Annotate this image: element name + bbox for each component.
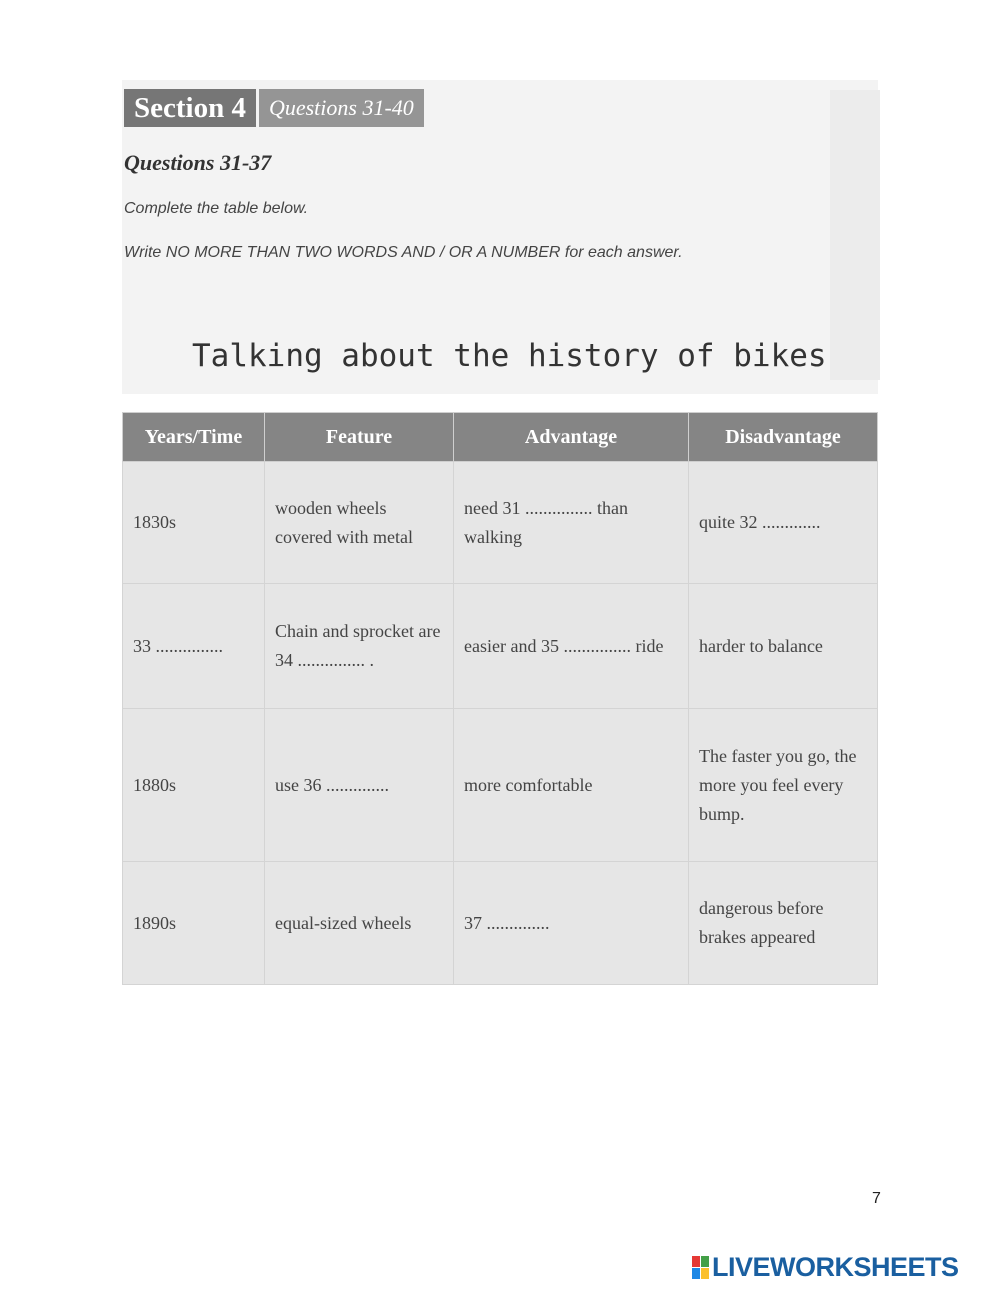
cell-disadvantage: quite 32 ............. bbox=[689, 462, 878, 584]
cell-feature: use 36 .............. bbox=[265, 709, 454, 862]
instruction-complete-table: Complete the table below. bbox=[124, 200, 309, 217]
section-label: Section 4 bbox=[124, 89, 256, 127]
cell-years: 1890s bbox=[123, 862, 265, 985]
liveworksheets-logo-icon bbox=[692, 1256, 709, 1279]
cell-feature: equal-sized wheels bbox=[265, 862, 454, 985]
table-header-row bbox=[123, 413, 878, 462]
cell-advantage: easier and 35 ............... ride bbox=[454, 584, 689, 709]
cell-disadvantage: The faster you go, the more you feel every bump. bbox=[689, 709, 878, 862]
cell-years: 33 ............... bbox=[123, 584, 265, 709]
topic-title: Talking about the history of bikes bbox=[192, 338, 827, 374]
cell-advantage: 37 .............. bbox=[454, 862, 689, 985]
page-number: 7 bbox=[872, 1190, 881, 1207]
table-row bbox=[123, 862, 878, 985]
logo-square-blue bbox=[692, 1268, 700, 1279]
section-questions-range: Questions 31-40 bbox=[259, 89, 424, 127]
column-header-feature: Feature bbox=[265, 413, 454, 462]
cell-advantage: more comfortable bbox=[454, 709, 689, 862]
questions-heading: Questions 31-37 bbox=[124, 150, 272, 175]
section-header bbox=[124, 89, 424, 127]
table-row bbox=[123, 584, 878, 709]
logo-square-yellow bbox=[701, 1268, 709, 1279]
bleed-through-shadow bbox=[830, 90, 880, 380]
cell-disadvantage: dangerous before brakes appeared bbox=[689, 862, 878, 985]
cell-years: 1880s bbox=[123, 709, 265, 862]
instruction-word-limit: Write NO MORE THAN TWO WORDS AND / OR A NUMBER for each answer. bbox=[124, 244, 683, 261]
bike-history-table bbox=[122, 412, 878, 985]
cell-feature: Chain and sprocket are 34 ............... . bbox=[265, 584, 454, 709]
liveworksheets-wordmark: LIVEWORKSHEETS bbox=[712, 1252, 959, 1282]
cell-years: 1830s bbox=[123, 462, 265, 584]
logo-square-green bbox=[701, 1256, 709, 1267]
cell-advantage: need 31 ............... than walking bbox=[454, 462, 689, 584]
logo-square-red bbox=[692, 1256, 700, 1267]
liveworksheets-logo[interactable] bbox=[692, 1252, 959, 1283]
column-header-advantage: Advantage bbox=[454, 413, 689, 462]
table-row bbox=[123, 462, 878, 584]
column-header-years: Years/Time bbox=[123, 413, 265, 462]
cell-feature: wooden wheels covered with metal bbox=[265, 462, 454, 584]
cell-disadvantage: harder to balance bbox=[689, 584, 878, 709]
column-header-disadvantage: Disadvantage bbox=[689, 413, 878, 462]
table-row bbox=[123, 709, 878, 862]
